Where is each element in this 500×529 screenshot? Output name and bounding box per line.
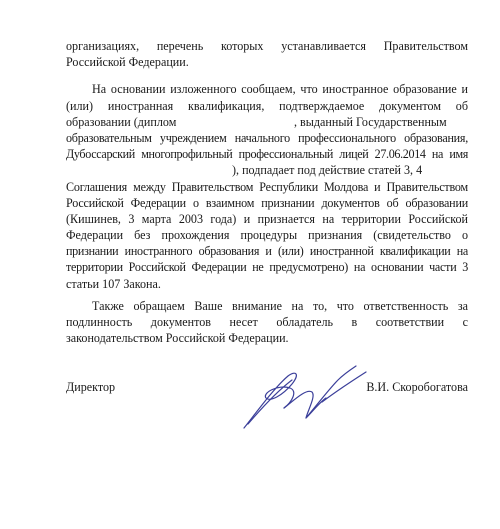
text-line: Федерации без прохождения процедуры признания (свидетельство о [66,228,468,243]
handwritten-signature [226,358,376,438]
text-line: законодательством Российской Федерации. [66,331,289,346]
text-line: ), подпадает под действие статей 3, 4 [232,163,423,178]
text-line: подлинность документов несет обладатель в соответствии с [66,315,468,329]
text-line: статьи 107 Закона. [66,276,161,291]
paragraph-gap [66,70,468,81]
signature-block [66,378,468,438]
letter-body [66,38,468,346]
text-line: Соглашения между Правительством Республики Молдова и Правительством [66,179,468,194]
text-fragment: , выданный Государственным [294,114,447,129]
text-line: организациях, перечень которых устанавливается Правительством [66,39,468,53]
text-fragment: образовании (диплом [66,114,177,129]
text-line: (или) иностранная квалификация, подтверждаемое документом об [66,98,468,113]
text-line [66,114,468,130]
text-line: Российской Федерации о взаимном признании документов об образовании [66,195,468,210]
signatory-title: Директор [66,380,116,394]
text-line: территории Российской Федерации не предусмотрено) на основании части 3 [66,260,468,275]
text-line: На основании изложенного сообщаем, что иностранное образование и [92,82,468,97]
text-line: Также обращаем Ваше внимание на то, что ответственность за [92,298,468,313]
text-line: Дубоссарский многопрофильный профессиональный лицей 27.06.2014 на имя [66,147,468,162]
text-line: образовательным учреждением начального профессионального образования, [66,130,468,145]
text-line: (Кишинев, 3 марта 2003 года) и признается на территории Российской [66,211,468,226]
signatory-name: В.И. Скоробогатова [366,380,468,394]
text-line: признании иностранного образования и (или) иностранной квалификации на [66,244,468,259]
text-line: Российской Федерации. [66,55,189,70]
